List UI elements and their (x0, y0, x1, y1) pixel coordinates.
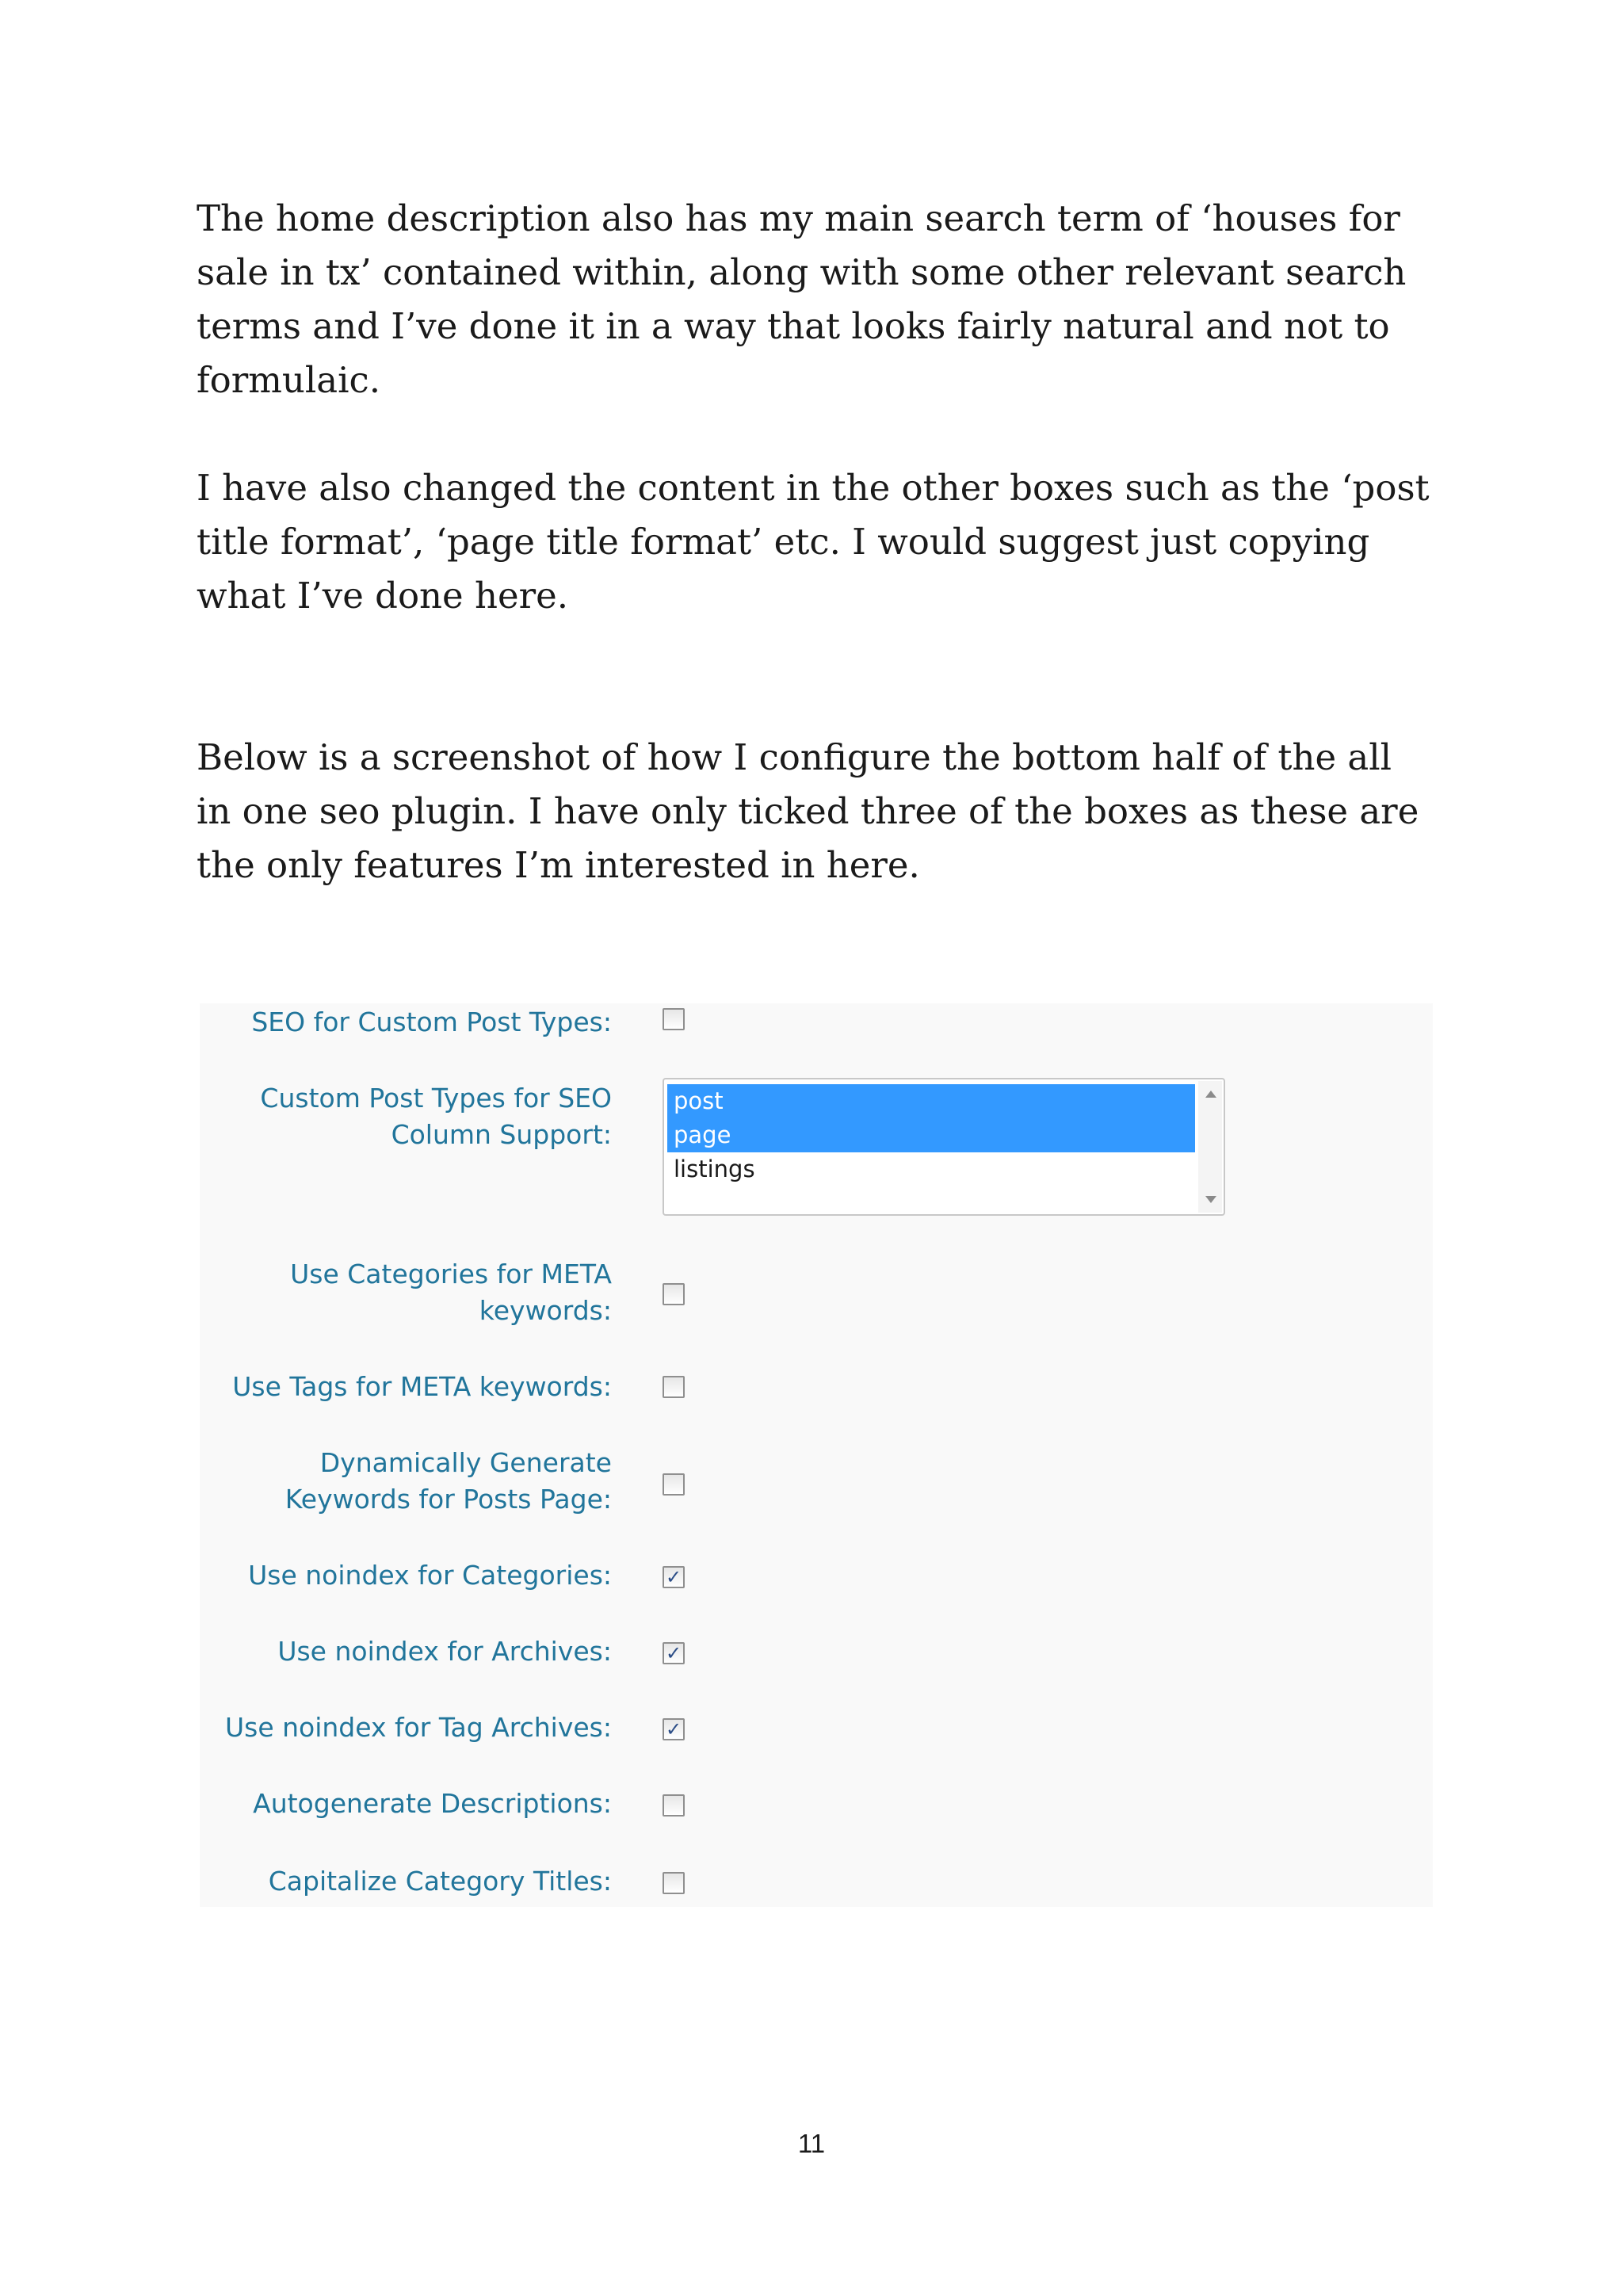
checkbox-capitalize-category-titles[interactable] (663, 1872, 685, 1894)
setting-label: Autogenerate Descriptions: (253, 1788, 612, 1819)
setting-label: SEO for Custom Post Types: (251, 1007, 612, 1037)
setting-label: Use Tags for META keywords: (232, 1371, 612, 1402)
setting-label: Use noindex for Archives: (277, 1636, 612, 1667)
listbox-scrollbar[interactable] (1198, 1081, 1222, 1213)
checkbox-noindex-tag-archives[interactable]: ✓ (663, 1718, 685, 1740)
setting-label: Use noindex for Categories: (248, 1560, 612, 1591)
scroll-down-arrow-icon[interactable] (1205, 1196, 1216, 1203)
setting-label (200, 1256, 612, 1329)
setting-label-line: Use Categories for META (290, 1259, 612, 1289)
checkbox-autogenerate-descriptions[interactable] (663, 1794, 685, 1817)
scroll-up-arrow-icon[interactable] (1205, 1091, 1216, 1098)
paragraph-other-boxes: I have also changed the content in the other boxes such as the ‘post title format’, ‘page title format’ etc. I would suggest just copying what I’ve done here. (197, 467, 1430, 617)
listbox-option-page[interactable]: page (667, 1118, 1195, 1152)
setting-label-line: Custom Post Types for SEO (260, 1083, 612, 1114)
checkbox-noindex-categories[interactable]: ✓ (663, 1566, 685, 1588)
setting-label (200, 1080, 612, 1153)
setting-label-line: Dynamically Generate (319, 1447, 612, 1478)
page-number: 11 (797, 2129, 826, 2158)
checkbox-use-tags-meta[interactable] (663, 1376, 685, 1398)
paragraph-screenshot-intro: Below is a screenshot of how I configure the bottom half of the all in one seo plugin. I have only ticked three of the boxes as these are the only features I’m interested in here. (197, 736, 1419, 886)
seo-settings-screenshot (200, 1003, 1433, 1907)
setting-label-line: Keywords for Posts Page: (285, 1484, 612, 1515)
listbox-options (667, 1084, 1195, 1186)
checkbox-dynamic-keywords[interactable] (663, 1473, 685, 1496)
listbox-option-listings[interactable]: listings (674, 1156, 755, 1182)
setting-label: Use noindex for Tag Archives: (224, 1712, 612, 1743)
setting-label: Capitalize Category Titles: (268, 1866, 612, 1897)
setting-label-line: Column Support: (391, 1119, 612, 1150)
listbox-option-post[interactable]: post (667, 1084, 1195, 1118)
setting-label-line: keywords: (479, 1295, 612, 1326)
checkbox-use-categories-meta[interactable] (663, 1283, 685, 1305)
checkbox-noindex-archives[interactable]: ✓ (663, 1642, 685, 1664)
checkbox-seo-custom-post-types[interactable] (663, 1008, 685, 1030)
post-types-listbox[interactable] (663, 1078, 1225, 1216)
paragraph-home-description: The home description also has my main search term of ‘houses for sale in tx’ contained within, along with some other relevant search terms and I’ve done it in a way that looks fairly natural and not to formulaic. (197, 197, 1407, 401)
setting-label (200, 1445, 612, 1518)
